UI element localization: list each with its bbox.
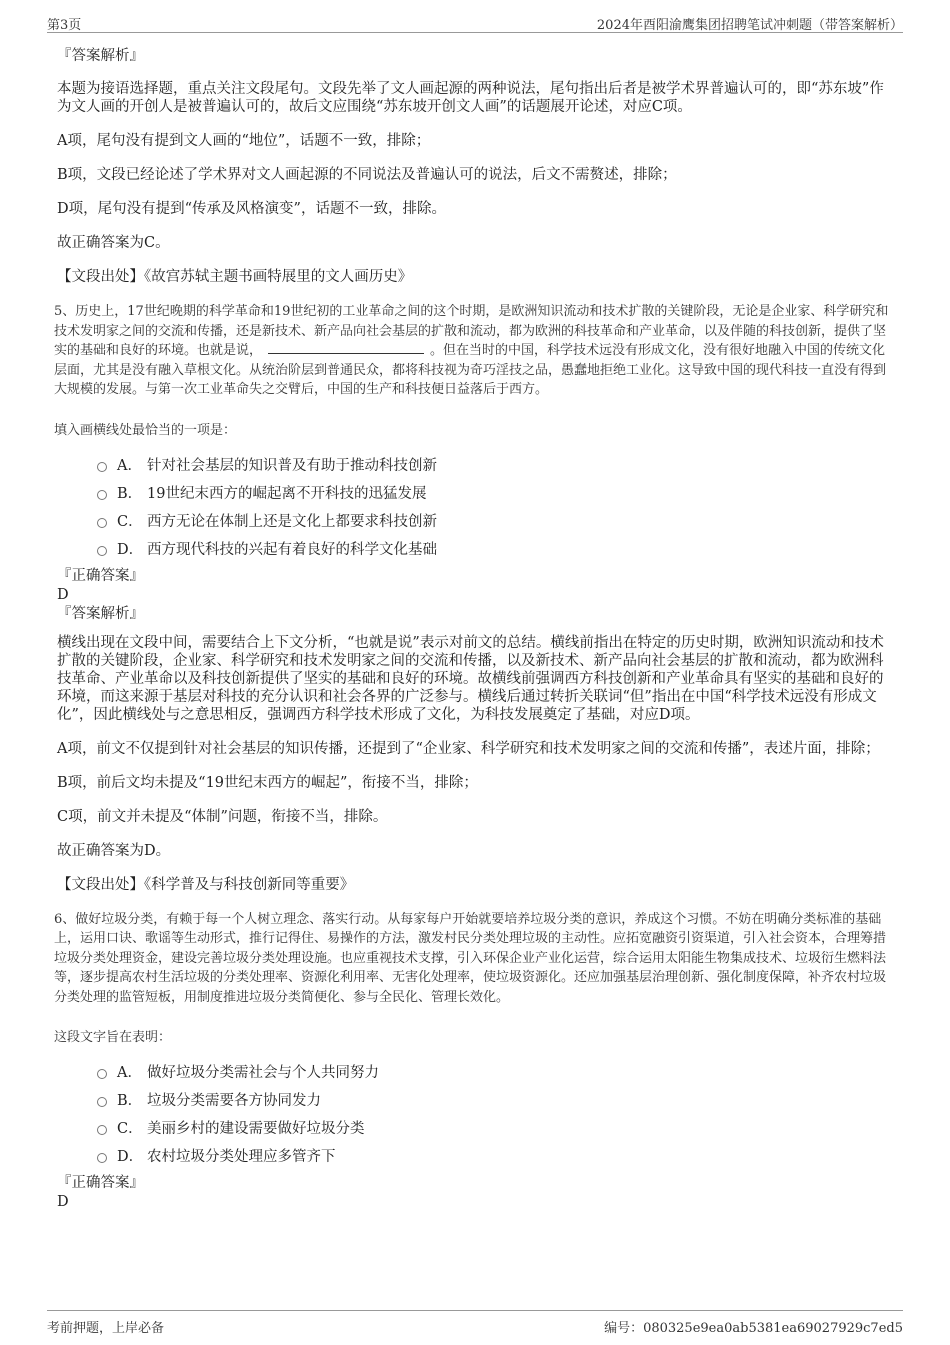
correct-answer-label: 『正确答案』 [57, 567, 144, 584]
page-header [47, 10, 903, 33]
option-b[interactable]: B． 19世纪末西方的崛起离不开科技的迅猛发展 [57, 480, 897, 508]
page-content [54, 46, 897, 1211]
analysis-text: 横线出现在文段中间，需要结合上下文分析，“也就是说”表示对前文的总结。横线前指出在特定的历史时期，欧洲知识流动和技术扩散的关键阶段，企业家、科学研究和技术发明家之间的交流和传播，以及新技术、新产品向社会基层的扩散和流动，都为欧洲科技革命、产业革命以及科技创新提供了坚实的基础和良好的环境。故横线前强调西方科技创新和产业革命具有坚实的基础和良好的环境，而这来源于基层对科技的充分认识和社会各界的广泛参与。横线后通过转折关联词“但”指出在中国“科学技术远没有形成文化”，因此横线处与之意思相反，强调西方科学技术形成了文化，为科技发展奠定了基础，对应D项。 [57, 634, 884, 723]
question-5-text: 5、历史上，17世纪晚期的科学革命和19世纪初的工业革命之间的这个时期，是欧洲知识流动和技术扩散的关键阶段，无论是企业家、科学研究和技术发明家之间的交流和传播，还是新技术、新产品向社会基层的扩散和流动，都为欧洲的科技革命和产业革命，以及伴随的科技创新，提供了坚实的基础和良好的环境。也就是说， 。但在当时的中国，科学技术远没有形成文化，没有很好地融入中国的传统文化层面，尤其是没有融入草根文化。从统治阶层到普通民众，都将科技视为奇巧淫技之品，愚蠢地拒绝工业化。这导致中国的现代科技一直没有得到大规模的发展。与第一次工业革命失之交臂后，中国的生产和科技便日益落后于西方。 [54, 304, 889, 397]
analysis-option-b: B项，前后文均未提及“19世纪末西方的崛起”，衔接不当，排除； [57, 774, 478, 791]
correct-answer: D [57, 586, 69, 603]
analysis-label: 『答案解析』 [57, 48, 144, 64]
source-citation: 【文段出处】《故宫苏轼主题书画特展里的文人画历史》 [57, 269, 413, 285]
correct-answer: D [57, 1194, 69, 1210]
question-6-text: 6、做好垃圾分类，有赖于每一个人树立理念、落实行动。从每家每户开始就要培养垃圾分类的意识，养成这个习惯。不妨在明确分类标准的基础上，运用口诀、歌谣等生动形式，推行记得住、易操作的方法，激发村民分类处理垃圾的主动性。应拓宽融资引资渠道，引入社会资本，合理筹措垃圾分类处理资金，建设完善垃圾分类处理设施。也应重视技术支撑，引入环保企业产业化运营，综合运用太阳能生物集成技术、垃圾衍生燃料法等，逐步提高农村生活垃圾的分类处理率、资源化利用率、无害化处理率，使垃圾资源化。还应加强基层治理创新、强化制度保障，补齐农村垃圾分类处理的监管短板，用制度推进垃圾分类简便化、参与全民化、管理长效化。 [54, 911, 887, 1005]
radio-icon[interactable] [97, 1125, 107, 1135]
conclusion: 故正确答案为C。 [57, 235, 170, 251]
source-citation: 【文段出处】《科学普及与科技创新同等重要》 [57, 876, 355, 893]
analysis-option-d: D项，尾句没有提到“传承及风格演变”，话题不一致，排除。 [57, 201, 446, 217]
radio-icon[interactable] [97, 490, 107, 500]
document-title: 2024年酉阳渝鹰集团招聘笔试冲刺题（带答案解析） [596, 18, 903, 33]
option-a[interactable]: A． 做好垃圾分类需社会与个人共同努力 [57, 1059, 897, 1087]
option-c[interactable]: C． 美丽乡村的建设需要做好垃圾分类 [57, 1115, 897, 1143]
option-c[interactable]: C． 西方无论在体制上还是文化上都要求科技创新 [57, 508, 897, 536]
page-number: 第3页 [47, 18, 82, 33]
radio-icon[interactable] [97, 462, 107, 472]
question-5-options [57, 452, 897, 564]
analysis-text: 本题为接语选择题，重点关注文段尾句。文段先举了文人画起源的两种说法，尾句指出后者是被学术界普遍认可的，即“苏东坡”作为文人画的开创人是被普遍认可的，故后文应围绕“苏东坡开创文人画”的话题展开论述，对应C项。 [57, 81, 884, 115]
analysis-option-a: A项，前文不仅提到针对社会基层的知识传播，还提到了“企业家、科学研究和技术发明家之间的交流和传播”，表述片面，排除； [57, 740, 880, 757]
question-5-stem: 填入画横线处最恰当的一项是： [54, 422, 237, 438]
document-id: 编号：080325e9ea0ab5381ea69027929c7ed5 [604, 1321, 903, 1336]
radio-icon[interactable] [97, 1153, 107, 1163]
option-b[interactable]: B． 垃圾分类需要各方协同发力 [57, 1087, 897, 1115]
correct-answer-label: 『正确答案』 [57, 1175, 144, 1191]
option-d[interactable]: D． 西方现代科技的兴起有着良好的科学文化基础 [57, 536, 897, 564]
option-a[interactable]: A． 针对社会基层的知识普及有助于推动科技创新 [57, 452, 897, 480]
option-d[interactable]: D． 农村垃圾分类处理应多管齐下 [57, 1143, 897, 1171]
page-footer [47, 1310, 903, 1339]
fill-blank [268, 341, 424, 354]
analysis-option-a: A项，尾句没有提到文人画的“地位”，话题不一致，排除； [57, 133, 431, 149]
radio-icon[interactable] [97, 546, 107, 556]
analysis-option-b: B项，文段已经论述了学术界对文人画起源的不同说法及普遍认可的说法，后文不需赘述，排除； [57, 167, 677, 183]
radio-icon[interactable] [97, 1069, 107, 1079]
radio-icon[interactable] [97, 1097, 107, 1107]
question-6-stem: 这段文字旨在表明： [54, 1030, 172, 1045]
analysis-option-c: C项，前文并未提及“体制”问题，衔接不当，排除。 [57, 808, 388, 825]
question-6-options [57, 1059, 897, 1171]
conclusion: 故正确答案为D。 [57, 842, 171, 859]
analysis-label: 『答案解析』 [57, 605, 144, 622]
footer-slogan: 考前押题，上岸必备 [47, 1321, 165, 1336]
radio-icon[interactable] [97, 518, 107, 528]
